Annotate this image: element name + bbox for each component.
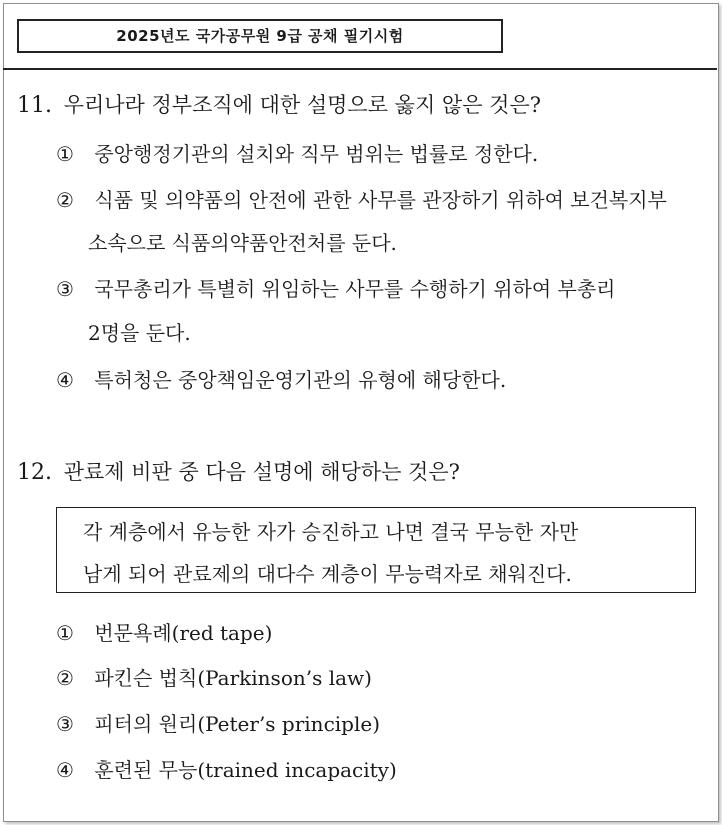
question-11-choice-2-continuation <box>88 230 397 256</box>
choice-marker: ② <box>56 188 74 212</box>
choice-text: 국무총리가 특별히 위임하는 사무를 수행하기 위하여 부총리 <box>94 277 616 301</box>
passage-line-1: 각 계층에서 유능한 자가 승진하고 나면 결국 무능한 자만 <box>83 520 579 544</box>
question-11 <box>17 92 541 119</box>
question-12-prompt: 관료제 비판 중 다음 설명에 해당하는 것은? <box>63 460 460 484</box>
question-12-choice-3[interactable] <box>56 711 380 737</box>
question-11-number: 11. <box>17 93 52 118</box>
question-12 <box>17 459 460 486</box>
question-11-prompt: 우리나라 정부조직에 대한 설명으로 옳지 않은 것은? <box>63 93 542 117</box>
exam-title: 2025년도 국가공무원 9급 공채 필기시험 <box>116 27 404 45</box>
question-11-choice-4[interactable] <box>56 367 506 393</box>
choice-text: 파킨슨 법칙(Parkinson’s law) <box>94 666 372 690</box>
choice-text: 소속으로 식품의약품안전처를 둔다. <box>88 231 397 255</box>
choice-marker: ③ <box>56 712 74 736</box>
exam-page <box>3 3 719 822</box>
choice-text: 피터의 원리(Peter’s principle) <box>94 712 381 736</box>
question-11-choice-2[interactable] <box>56 187 667 213</box>
choice-marker: ③ <box>56 277 74 301</box>
question-11-choice-3[interactable] <box>56 276 616 302</box>
question-11-choice-3-continuation <box>88 320 191 346</box>
question-12-number: 12. <box>17 460 52 485</box>
choice-text: 특허청은 중앙책임운영기관의 유형에 해당한다. <box>94 368 507 392</box>
question-12-choice-2[interactable] <box>56 665 372 691</box>
choice-text: 2명을 둔다. <box>88 321 191 345</box>
question-12-choice-1[interactable] <box>56 620 272 646</box>
choice-marker: ④ <box>56 368 74 392</box>
question-12-choice-4[interactable] <box>56 757 397 783</box>
choice-text: 식품 및 의약품의 안전에 관한 사무를 관장하기 위하여 보건복지부 <box>94 188 667 212</box>
question-11-choice-1[interactable] <box>56 141 538 167</box>
choice-marker: ④ <box>56 758 74 782</box>
choice-marker: ① <box>56 621 74 645</box>
exam-title-box <box>17 19 503 53</box>
question-12-passage-box <box>56 507 696 593</box>
header-divider <box>3 68 717 70</box>
choice-text: 번문욕례(red tape) <box>94 621 273 645</box>
passage-line-2: 남게 되어 관료제의 대다수 계층이 무능력자로 채워진다. <box>83 562 572 586</box>
choice-marker: ② <box>56 666 74 690</box>
choice-text: 중앙행정기관의 설치와 직무 범위는 법률로 정한다. <box>94 142 539 166</box>
choice-marker: ① <box>56 142 74 166</box>
choice-text: 훈련된 무능(trained incapacity) <box>94 758 397 782</box>
